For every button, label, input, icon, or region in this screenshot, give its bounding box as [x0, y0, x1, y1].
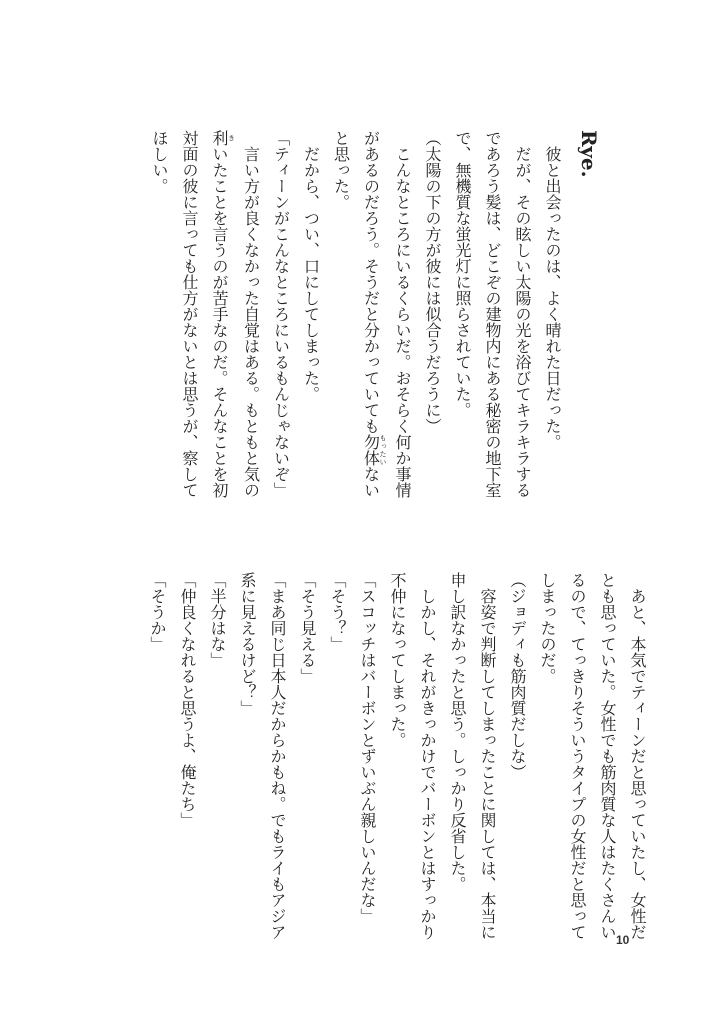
text-segment: 容姿で判断してしまったことに関しては、本当に: [478, 572, 497, 940]
text-line: [144, 130, 174, 510]
text-line: [412, 572, 442, 942]
text-line: [174, 130, 204, 510]
ruby-base: 勿体: [361, 434, 381, 466]
text-line: [622, 572, 652, 942]
text-segment: いたことを言うのが苦手なのだ。そんなことを初: [210, 146, 229, 498]
text-segment: 「そうか」: [148, 572, 167, 652]
text-segment: ない: [361, 466, 381, 498]
text-segment: 対面の彼に言っても仕方がないとは思うが、察して: [180, 130, 199, 498]
text-line: [562, 572, 592, 942]
text-line: [447, 130, 477, 510]
text-segment: だが、その眩しい太陽の光を浴びてキラキラする: [513, 130, 532, 498]
text-segment: があるのだろう。そうだと分かっていても: [361, 130, 381, 434]
text-line: [326, 130, 356, 510]
text-line: [172, 572, 202, 942]
text-segment: 「ティーンがこんなところにいるもんじゃないぞ」: [271, 130, 291, 498]
text-line: [502, 572, 532, 942]
chapter-title: Rye.: [577, 130, 601, 178]
text-line: [266, 130, 296, 510]
text-segment: （ジョディも筋肉質だしな）: [508, 572, 527, 780]
ruby-word: [361, 434, 387, 466]
text-line: [537, 130, 567, 510]
text-line: [236, 130, 266, 510]
text-line: [382, 572, 412, 942]
text-line: [477, 130, 507, 510]
ruby-reading: もったい: [379, 434, 387, 466]
text-line: [442, 572, 472, 942]
top-text-block: [144, 130, 604, 510]
text-line: [387, 130, 417, 510]
text-segment: 不仲になってしまった。: [388, 572, 407, 748]
ruby-base: 利: [210, 130, 229, 146]
text-line: [142, 572, 172, 942]
text-segment: （太陽の下の方が彼には似合うだろうに）: [423, 130, 442, 434]
text-line: [356, 130, 388, 510]
text-segment: 「そう？」: [328, 572, 347, 652]
text-line: [232, 572, 262, 942]
text-segment: 「まあ同じ日本人だからかもね。でもライもアジア: [268, 572, 287, 940]
text-line: [592, 572, 622, 942]
text-segment: ほしい。: [150, 130, 169, 194]
text-line: [202, 572, 232, 942]
text-segment: 「スコッチはバーボンとずいぶん親しいんだな」: [358, 572, 377, 924]
text-segment: 申し訳なかったと思う。しっかり反省した。: [448, 572, 467, 892]
text-line: [322, 572, 352, 942]
text-segment: 「半分はな」: [208, 572, 227, 668]
text-line: [352, 572, 382, 942]
text-segment: しまったのだ。: [538, 572, 557, 684]
text-segment: とも思っていた。女性でも筋肉質な人はたくさんい: [598, 572, 617, 940]
ruby-reading: き: [227, 130, 236, 146]
text-segment: で、無機質な蛍光灯に照らされていた。: [453, 130, 472, 418]
text-segment: と思った。: [331, 130, 351, 210]
text-line: [292, 572, 322, 942]
text-segment: しかし、それがきっかけでバーボンとはすっかり: [418, 572, 437, 940]
text-segment: 系に見えるけど？」: [238, 572, 257, 716]
text-segment: 「そう見える」: [298, 572, 317, 684]
text-line: [262, 572, 292, 942]
text-segment: るので、てっきりそういうタイプの女性だと思って: [568, 572, 587, 940]
text-line: [296, 130, 326, 510]
text-segment: あと、本気でティーンだと思っていたし、女性だ: [628, 572, 647, 940]
text-segment: 彼と出会ったのは、よく晴れた日だった。: [543, 130, 562, 450]
page-number: 10: [616, 933, 630, 947]
text-segment: こんなところにいるくらいだ。おそらく何か事情: [393, 130, 412, 498]
text-segment: だから、つい、口にしてしまった。: [301, 130, 321, 402]
text-segment: 「仲良くなれると思うよ、俺たち」: [178, 572, 197, 828]
ruby-word: [210, 130, 236, 146]
text-segment: 言い方が良くなかった自覚はある。もともと気の: [241, 130, 261, 498]
text-segment: であろう髪は、どこぞの建物内にある秘密の地下室: [483, 130, 502, 498]
text-line: [507, 130, 537, 510]
bottom-text-block: [142, 572, 652, 942]
text-line: [532, 572, 562, 942]
text-line: [472, 572, 502, 942]
text-line: [417, 130, 447, 510]
text-line: [204, 130, 236, 510]
